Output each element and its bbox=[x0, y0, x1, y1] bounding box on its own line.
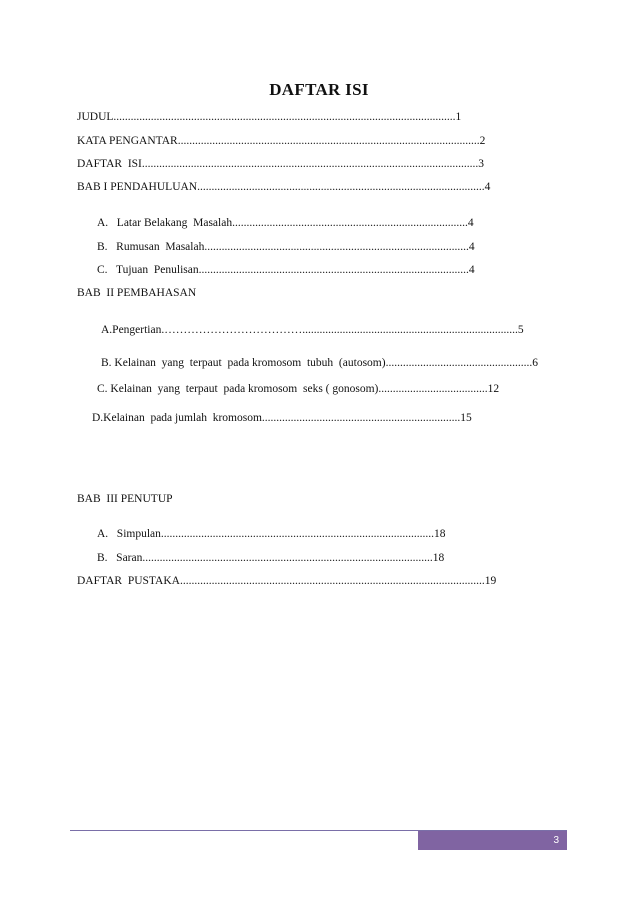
toc-entry-judul: JUDUL.......................................................................................................................1 bbox=[77, 111, 462, 123]
toc-entry-pengertian: A.Pengertian.………………………………...........................................................................5 bbox=[101, 324, 524, 336]
toc-entry-daftar-isi: DAFTAR ISI.....................................................................................................................3 bbox=[77, 158, 485, 170]
toc-entry-latar-belakang: A. Latar Belakang Masalah..................................................................................4 bbox=[97, 217, 474, 229]
toc-entry-daftar-pustaka: DAFTAR PUSTAKA..........................................................................................................19 bbox=[77, 575, 497, 587]
toc-entry-bab-1: BAB I PENDAHULUAN....................................................................................................4 bbox=[77, 181, 491, 193]
toc-entry-tujuan-penulisan: C. Tujuan Penulisan..............................................................................................4 bbox=[97, 264, 475, 276]
toc-entry-bab-2: BAB II PEMBAHASAN bbox=[77, 287, 197, 299]
toc-entry-bab-3: BAB III PENUTUP bbox=[77, 493, 173, 505]
toc-entry-kata-pengantar: KATA PENGANTAR.........................................................................................................2 bbox=[77, 135, 486, 147]
toc-entry-saran: B. Saran.....................................................................................................18 bbox=[97, 552, 445, 564]
toc-entry-rumusan-masalah: B. Rumusan Masalah............................................................................................4 bbox=[97, 241, 475, 253]
toc-entry-jumlah-kromosom: D.Kelainan pada jumlah kromosom.....................................................................15 bbox=[92, 412, 472, 424]
page-number: 3 bbox=[553, 835, 559, 846]
page-number-box bbox=[418, 831, 567, 850]
toc-entry-simpulan: A. Simpulan...............................................................................................18 bbox=[97, 528, 446, 540]
page-title: DAFTAR ISI bbox=[269, 80, 369, 99]
toc-entry-gonosom: C. Kelainan yang terpaut pada kromosom seks ( gonosom)......................................12 bbox=[97, 383, 500, 395]
toc-entry-autosom: B. Kelainan yang terpaut pada kromosom tubuh (autosom)...................................................6 bbox=[101, 357, 538, 369]
